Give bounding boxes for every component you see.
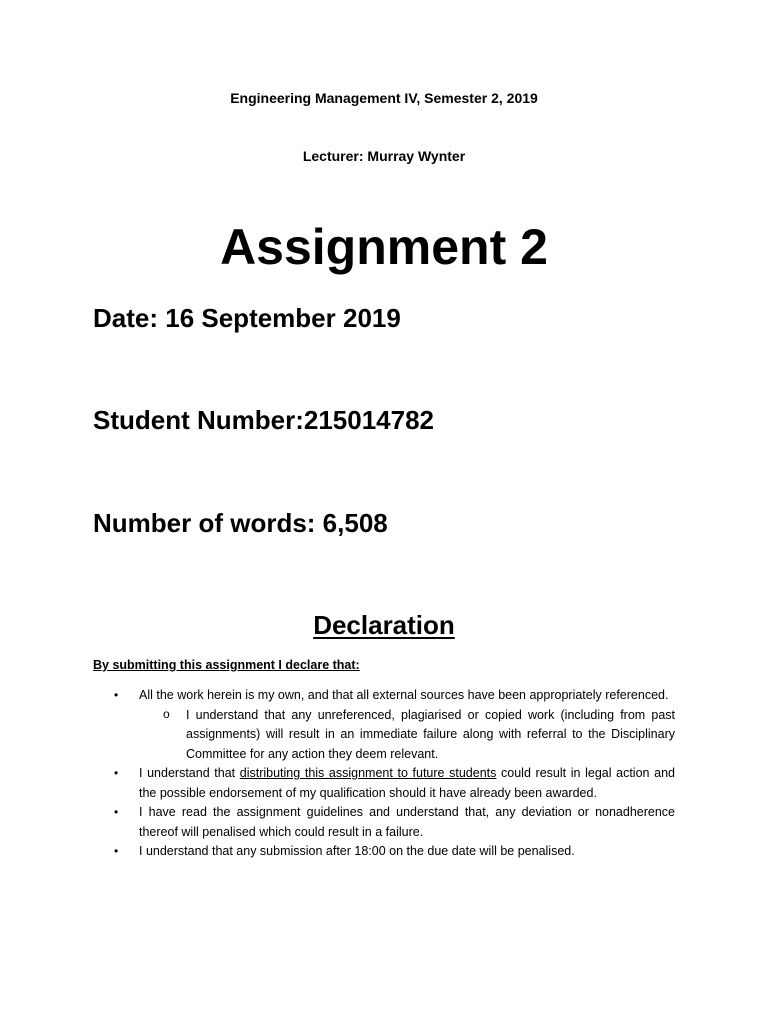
declaration-item-underlined-phrase: distributing this assignment to future students	[239, 766, 497, 780]
declaration-subitem-text: I understand that any unreferenced, plagiarised or copied work (including from past assignments) will result in an immediate failure along with referral to the Disciplinary Committee for any action they deem relevant.	[186, 707, 675, 761]
declaration-list	[93, 686, 675, 862]
hollow-bullet-icon: o	[163, 706, 170, 721]
submission-date: Date: 16 September 2019	[93, 303, 401, 333]
declaration-subitem-plagiarism	[93, 706, 675, 765]
bullet-icon: •	[114, 805, 119, 819]
declaration-intro: By submitting this assignment I declare that:	[93, 658, 360, 672]
course-title: Engineering Management IV, Semester 2, 2019	[230, 90, 538, 106]
declaration-item-text: I have read the assignment guidelines and understand that, any deviation or nonadherence thereof will penalised which could result in a failure.	[139, 805, 675, 839]
declaration-item-text: I understand that any submission after 18:00 on the due date will be penalised.	[139, 844, 575, 858]
declaration-item-text: All the work herein is my own, and that all external sources have been appropriately referenced.	[139, 688, 669, 702]
declaration-item-distribution	[93, 764, 675, 803]
declaration-item-text-end: could result in legal action and the possible endorsement of my qualification should it have already been awarded.	[139, 766, 675, 800]
lecturer-name: Lecturer: Murray Wynter	[302, 148, 466, 164]
declaration-item-text-start: I understand that	[139, 766, 240, 780]
declaration-heading: Declaration	[313, 610, 455, 640]
word-count: Number of words: 6,508	[93, 508, 388, 538]
declaration-item-guidelines	[93, 803, 675, 842]
declaration-item-own-work	[93, 686, 675, 706]
assignment-title: Assignment 2	[220, 219, 548, 275]
bullet-icon: •	[114, 844, 119, 858]
student-number: Student Number:215014782	[93, 405, 435, 435]
bullet-icon: •	[114, 688, 119, 702]
declaration-item-late-submission	[93, 842, 675, 862]
bullet-icon: •	[114, 766, 119, 780]
